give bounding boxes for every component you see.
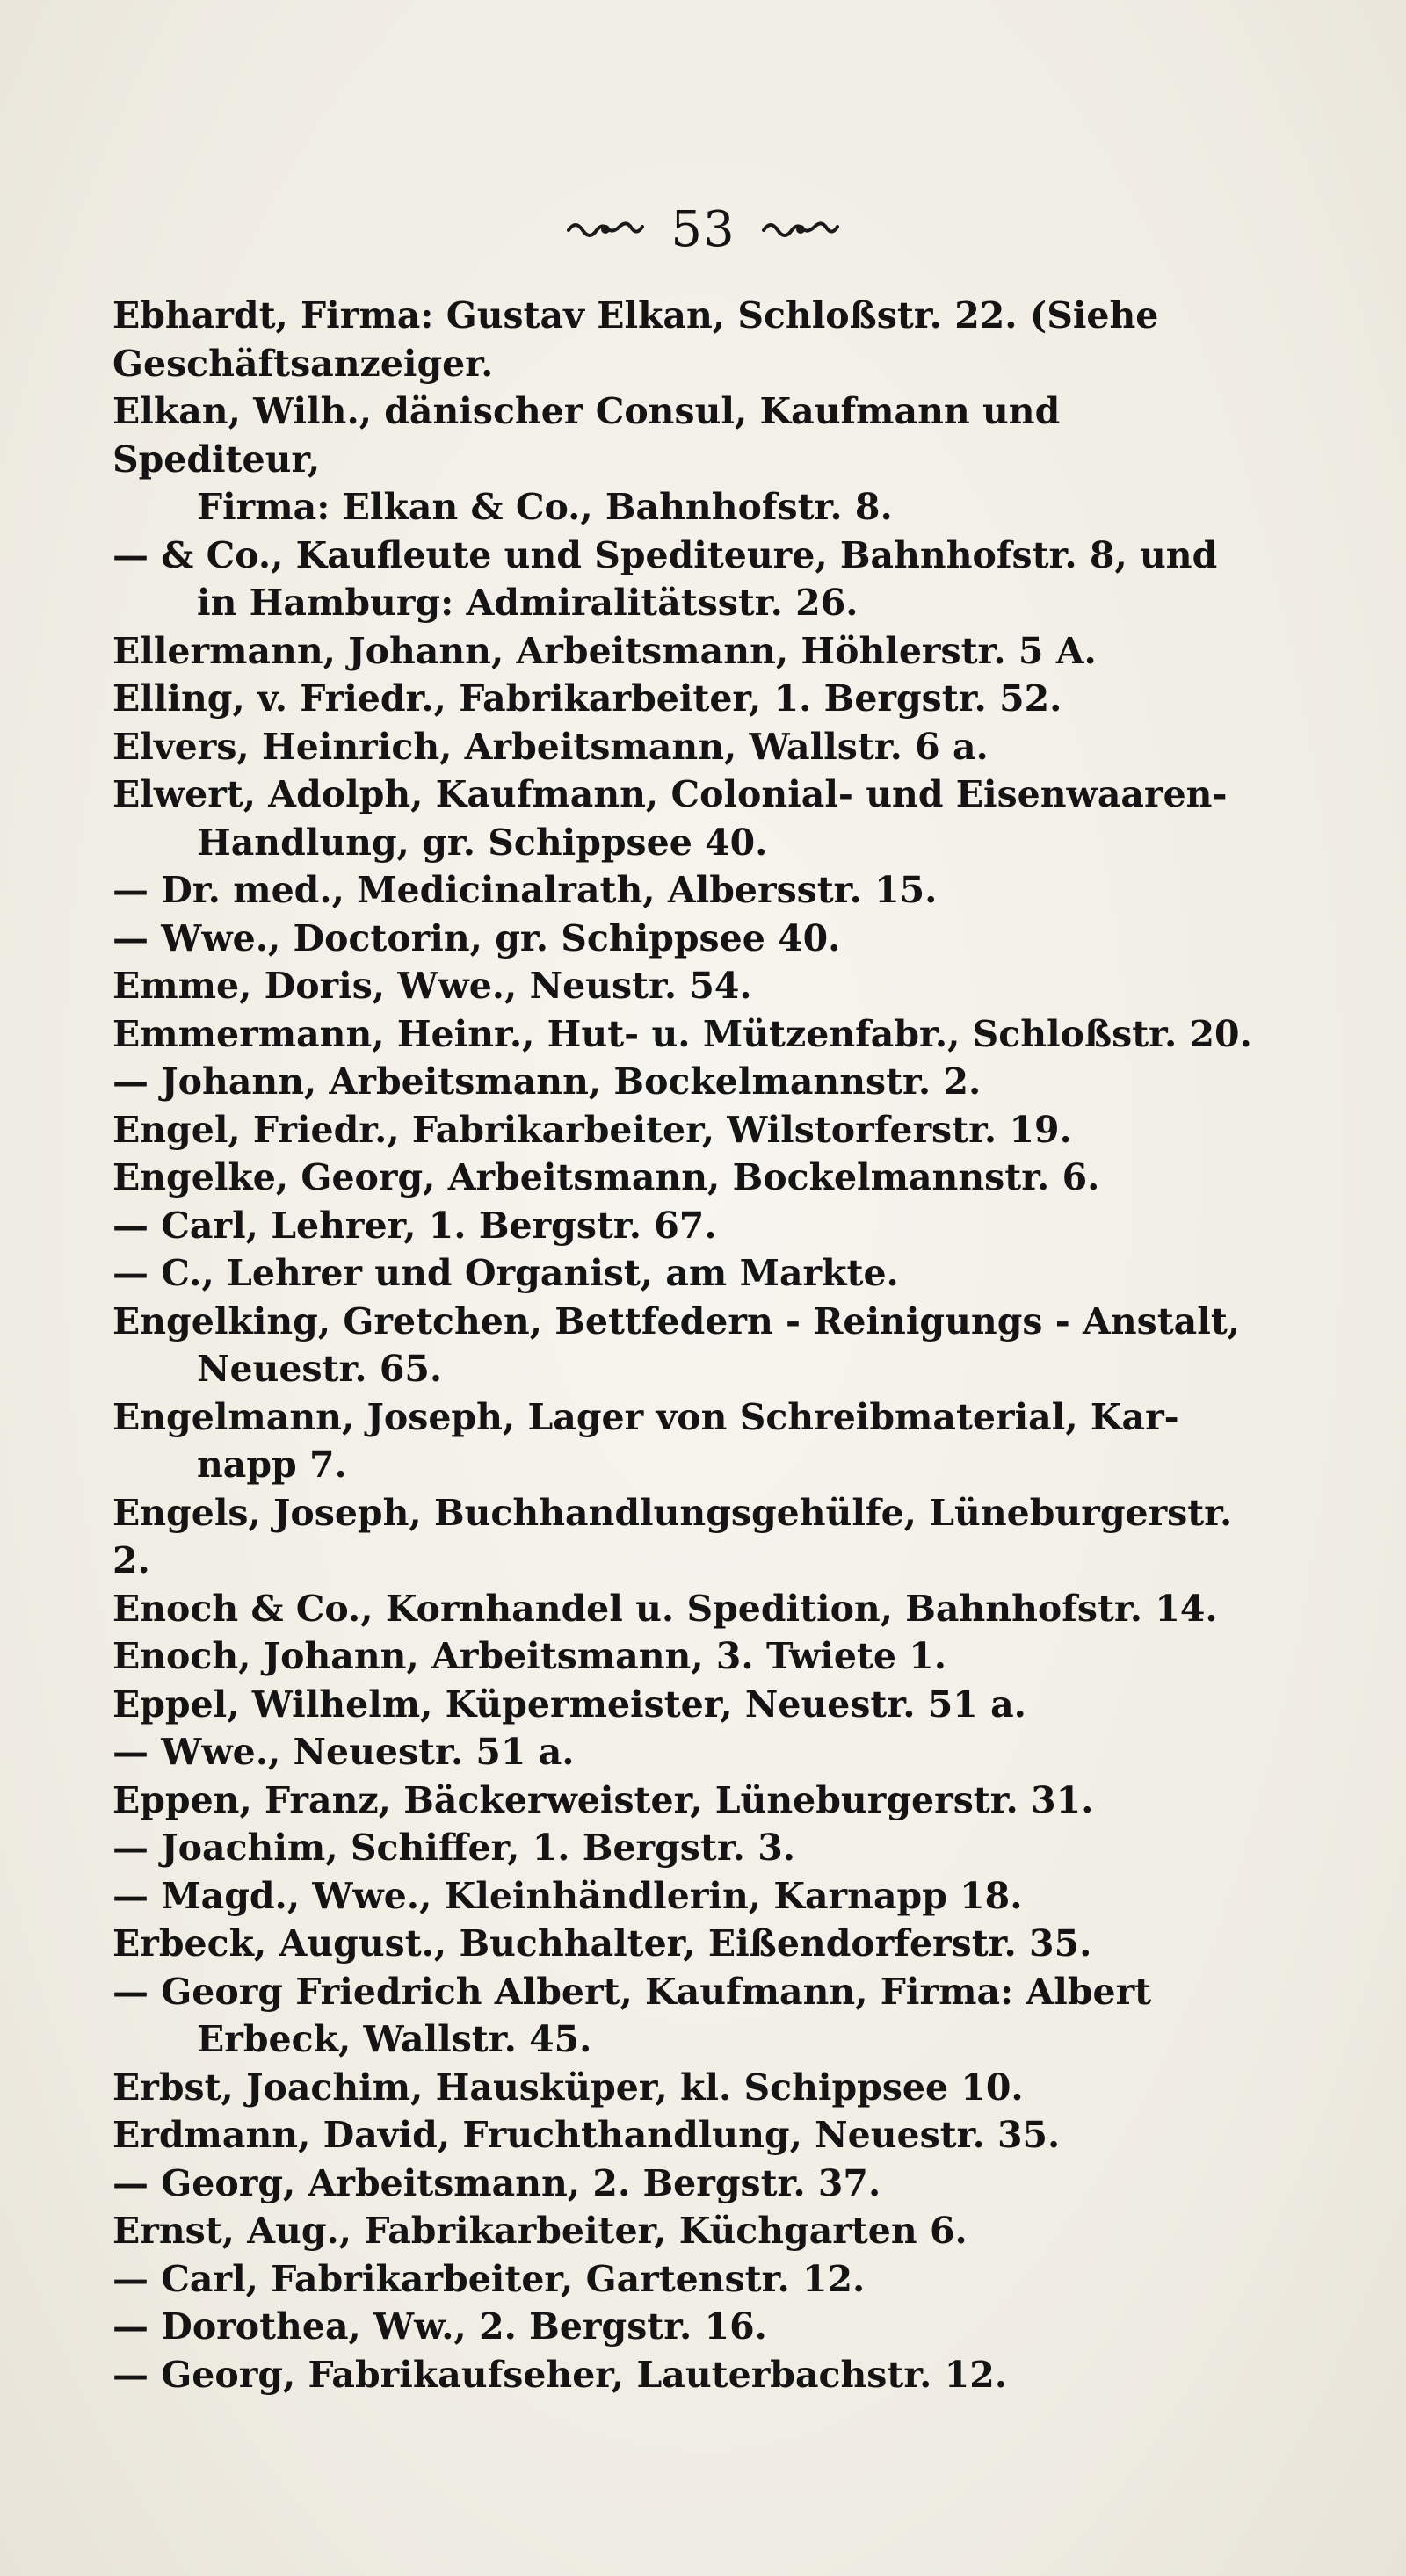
right-ornament-icon (760, 216, 841, 242)
entry-line: Elling, v. Friedr., Fabrikarbeiter, 1. Bergstr. 52. (112, 677, 1062, 720)
entry-line: Engelke, Georg, Arbeitsmann, Bockelmannstr. 6. (112, 1156, 1100, 1198)
entry-line: — Carl, Fabrikarbeiter, Gartenstr. 12. (112, 2257, 866, 2300)
entry-line: Elkan, Wilh., dänischer Consul, Kaufmann und Spediteur, (112, 390, 1061, 481)
left-ornament-icon (565, 216, 646, 242)
entry-line: Enoch & Co., Kornhandel u. Spedition, Bahnhofstr. 14. (112, 1587, 1218, 1630)
page-number: 53 (670, 200, 736, 258)
entry-line: Erdmann, David, Fruchthandlung, Neuestr. 35. (112, 2114, 1061, 2156)
entry-line: — Georg, Arbeitsmann, 2. Bergstr. 37. (112, 2161, 881, 2204)
entry-line: — Joachim, Schiffer, 1. Bergstr. 3. (112, 1827, 796, 1869)
entry-line: Elwert, Adolph, Kaufmann, Colonial- und Eisenwaaren- (112, 773, 1228, 815)
entry-line: — Dorothea, Ww., 2. Bergstr. 16. (112, 2305, 767, 2348)
entry-line: Engels, Joseph, Buchhandlungsgehülfe, Lüneburgerstr. 2. (112, 1491, 1233, 1581)
entry-line: Emme, Doris, Wwe., Neustr. 54. (112, 965, 752, 1007)
entry-line: Eppen, Franz, Bäckerweister, Lüneburgerstr. 31. (112, 1778, 1094, 1821)
entry-line: — C., Lehrer und Organist, am Markte. (112, 1252, 899, 1294)
entry-line: Erbst, Joachim, Hausküper, kl. Schippsee 10. (112, 2066, 1024, 2109)
entry-line: Eppel, Wilhelm, Küpermeister, Neuestr. 51 a. (112, 1682, 1026, 1726)
entry-continuation-line: Erbeck, Wallstr. 45. (197, 2018, 592, 2060)
entry-line: — Magd., Wwe., Kleinhändlerin, Karnapp 18. (112, 1874, 1023, 1917)
entry-line: — Georg, Fabrikaufseher, Lauterbachstr. 12. (112, 2353, 1008, 2396)
entry-line: Erbeck, August., Buchhalter, Eißendorferstr. 35. (112, 1922, 1092, 1965)
entry-line: — & Co., Kaufleute und Spediteure, Bahnhofstr. 8, und (112, 533, 1218, 576)
entry-continuation-line: Neuestr. 65. (197, 1348, 443, 1390)
entry-line: — Wwe., Doctorin, gr. Schippsee 40. (112, 916, 841, 959)
entry-line: Elvers, Heinrich, Arbeitsmann, Wallstr. 6 a. (112, 725, 989, 768)
entry-continuation-line: napp 7. (197, 1444, 347, 1486)
entry-line: Emmermann, Heinr., Hut- u. Mützenfabr., Schloßstr. 20. (112, 1012, 1252, 1055)
entry-line: Ernst, Aug., Fabrikarbeiter, Küchgarten 6. (112, 2210, 968, 2252)
entry-line: Enoch, Johann, Arbeitsmann, 3. Twiete 1. (112, 1635, 947, 1677)
entry-line: — Carl, Lehrer, 1. Bergstr. 67. (112, 1204, 717, 1247)
entry-line: — Johann, Arbeitsmann, Bockelmannstr. 2. (112, 1060, 982, 1103)
entry-line: Engelking, Gretchen, Bettfedern - Reinigungs - Anstalt, (112, 1299, 1241, 1342)
entry-line: Ellermann, Johann, Arbeitsmann, Höhlerstr. 5 A. (112, 629, 1097, 672)
entry-line: — Dr. med., Medicinalrath, Albersstr. 15. (112, 869, 938, 911)
entry-continuation-line: Firma: Elkan & Co., Bahnhofstr. 8. (197, 486, 893, 528)
directory-entries (112, 292, 1264, 2399)
entry-continuation-line: in Hamburg: Admiralitätsstr. 26. (197, 582, 859, 624)
entry-line: Engelmann, Joseph, Lager von Schreibmaterial, Kar- (112, 1395, 1179, 1438)
entry-continuation-line: Handlung, gr. Schippsee 40. (197, 821, 768, 864)
entry-line: — Georg Friedrich Albert, Kaufmann, Firma: Albert (112, 1970, 1152, 2013)
entry-line: Ebhardt, Firma: Gustav Elkan, Schloßstr. 22. (Siehe (112, 294, 1159, 336)
entry-line: — Wwe., Neuestr. 51 a. (112, 1731, 575, 1773)
entry-line: Geschäftsanzeiger. (112, 342, 494, 385)
entry-line: Engel, Friedr., Fabrikarbeiter, Wilstorferstr. 19. (112, 1108, 1072, 1151)
page-header (0, 199, 1406, 260)
